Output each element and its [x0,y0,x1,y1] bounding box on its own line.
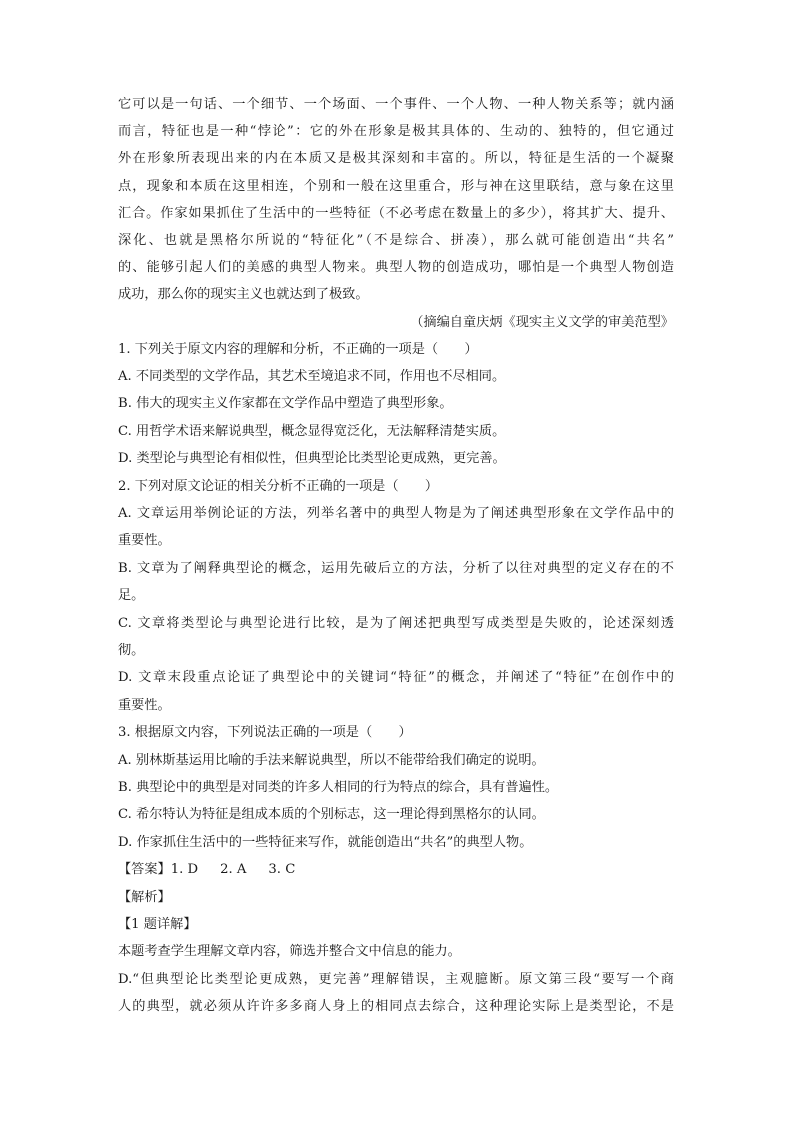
option-b-continued: 足。 [118,588,145,604]
analysis-text: 本题考查学生理解文章内容，筛选并整合文中信息的能力。 [118,944,461,960]
question-stem: 1. 下列关于原文内容的理解和分析，不正确的一项是（ ） [118,341,478,357]
question-2 [118,473,674,720]
option-c: C. 希尔特认为特征是组成本质的个别标志，这一理论得到黑格尔的认同。 [118,807,545,823]
answer-2: 2. A [220,862,247,878]
passage-line: 成功，那么你的现实主义也就达到了极致。 [118,287,369,303]
passage-line: 点，现象和本质在这里相连，个别和一般在这里重合，形与神在这里联结，意与象在这里 [118,178,674,194]
analysis-text: 人的典型，就必须从许许多多商人身上的相同点去综合，这种理论实际上是类型论，不是 [118,999,674,1015]
passage-line: 深化、也就是黑格尔所说的“特征化”（不是综合、拼凑），那么就可能创造出“共名” [118,232,674,248]
option-a: A. 不同类型的文学作品，其艺术至境追求不同，作用也不尽相同。 [118,369,506,385]
document-content [118,91,674,1020]
passage-line: 汇合。作家如果抓住了生活中的一些特征（不必考虑在数量上的多少），将其扩大、提升、 [118,205,674,221]
analysis-section [118,884,674,1021]
passage-source: （摘编自童庆炳《现实主义文学的审美范型》 [410,314,674,330]
passage-paragraph [118,91,674,309]
option-a-continued: 重要性。 [118,533,171,549]
option-b: B. 文章为了阐释典型论的概念，运用先破后立的方法，分析了以往对典型的定义存在的不 [118,560,674,576]
analysis-label: 【解析】 [118,889,171,905]
option-d: D. 作家抓住生活中的一些特征来写作，就能创造出“共名”的典型人物。 [118,834,533,850]
option-a: A. 文章运用举例论证的方法，列举名著中的典型人物是为了阐述典型形象在文学作品中的 [118,506,674,522]
answer-label: 【答案】 [118,862,171,878]
answer-line [118,856,674,883]
question-1 [118,336,674,473]
analysis-text: D.“但典型论比类型论更成熟，更完善”理解错误，主观臆断。原文第三段“要写一个商 [118,971,674,987]
question-3 [118,719,674,856]
passage-line: 它可以是一句话、一个细节、一个场面、一个事件、一个人物、一种人物关系等；就内涵 [118,97,674,112]
option-b: B. 伟大的现实主义作家都在文学作品中塑造了典型形象。 [118,396,453,412]
option-c-continued: 彻。 [118,642,145,658]
option-a: A. 别林斯基运用比喻的手法来解说典型，所以不能带给我们确定的说明。 [118,752,545,768]
passage-line: 而言，特征也是一种“悖论”：它的外在形象是极其具体的、生动的、独特的，但它通过 [118,124,674,140]
option-d: D. 类型论与典型论有相似性，但典型论比类型论更成熟，更完善。 [118,451,506,467]
option-d: D. 文章末段重点论证了典型论中的关键词“特征”的概念，并阐述了“特征”在创作中的 [118,670,674,686]
answer-1: 1. D [170,862,199,878]
option-c: C. 用哲学术语来解说典型，概念显得宽泛化，无法解释清楚实质。 [118,423,506,439]
question-stem: 2. 下列对原文论证的相关分析不正确的一项是（ ） [118,478,439,494]
analysis-q1-label: 【1 题详解】 [118,916,197,932]
option-d-continued: 重要性。 [118,697,171,713]
passage-line: 的、能够引起人们的美感的典型人物来。典型人物的创造成功，哪怕是一个典型人物创造 [118,260,674,276]
option-c: C. 文章将类型论与典型论进行比较，是为了阐述把典型写成类型是失败的，论述深刻透 [118,615,674,631]
answer-3: 3. C [268,862,296,878]
passage-line: 外在形象所表现出来的内在本质又是极其深刻和丰富的。所以，特征是生活的一个凝聚 [118,151,674,167]
option-b: B. 典型论中的典型是对同类的许多人相同的行为特点的综合，具有普遍性。 [118,779,559,795]
question-stem: 3. 根据原文内容，下列说法正确的一项是（ ） [118,725,412,741]
